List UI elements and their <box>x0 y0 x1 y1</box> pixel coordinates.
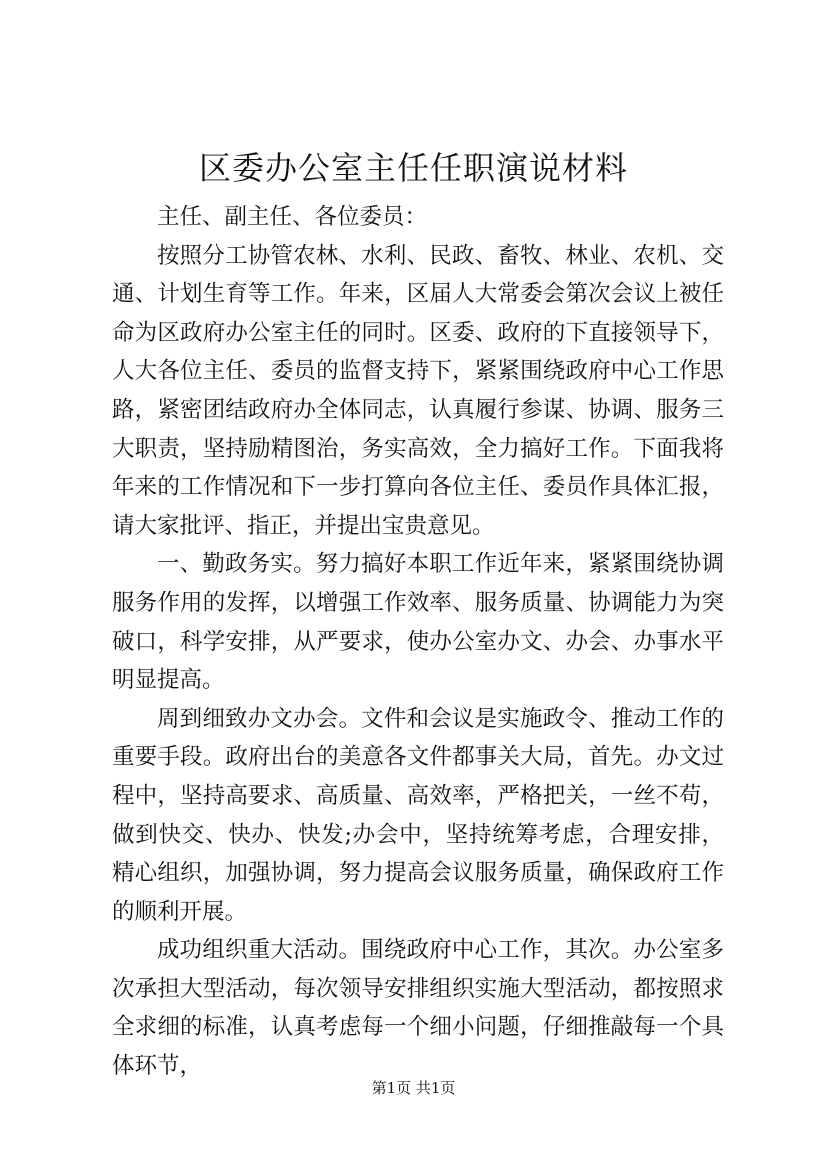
document-body <box>112 198 724 1086</box>
document-title: 区委办公室主任任职演说材料 <box>198 149 628 187</box>
intro-paragraph: 按照分工协管农林、水利、民政、畜牧、林业、农机、交通、计划生育等工作。年来，区届人大常委会第次会议上被任命为区政府办公室主任的同时。区委、政府的下直接领导下，人大各位主任、委员的监督支持下，紧紧围绕政府中心工作思路，紧密团结政府办全体同志，认真履行参谋、协调、服务三大职责，坚持励精图治，务实高效，全力搞好工作。下面我将年来的工作情况和下一步打算向各位主任、委员作具体汇报，请大家批评、指正，并提出宝贵意见。 <box>112 242 724 539</box>
major-events-paragraph: 成功组织重大活动。围绕政府中心工作，其次。办公室多次承担大型活动，每次领导安排组织实施大型活动，都按照求全求细的标准，认真考虑每一个细小问题，仔细推敲每一个具体环节， <box>112 937 724 1080</box>
document-meetings-paragraph: 周到细致办文办会。文件和会议是实施政令、推动工作的重要手段。政府出台的美意各文件都事关大局，首先。办文过程中，坚持高要求、高质量、高效率，严格把关，一丝不苟，做到快交、快办、快发;办会中，坚持统筹考虑，合理安排，精心组织，加强协调，努力提高会议服务质量，确保政府工作的顺利开展。 <box>112 705 724 925</box>
section-one-paragraph: 一、勤政务实。努力搞好本职工作近年来，紧紧围绕协调服务作用的发挥，以增强工作效率、服务质量、协调能力为突破口，科学安排，从严要求，使办公室办文、办会、办事水平明显提高。 <box>112 551 724 694</box>
salutation-paragraph: 主任、副主任、各位委员： <box>157 204 428 230</box>
page-footer: 第1页 共1页 <box>371 1079 456 1097</box>
